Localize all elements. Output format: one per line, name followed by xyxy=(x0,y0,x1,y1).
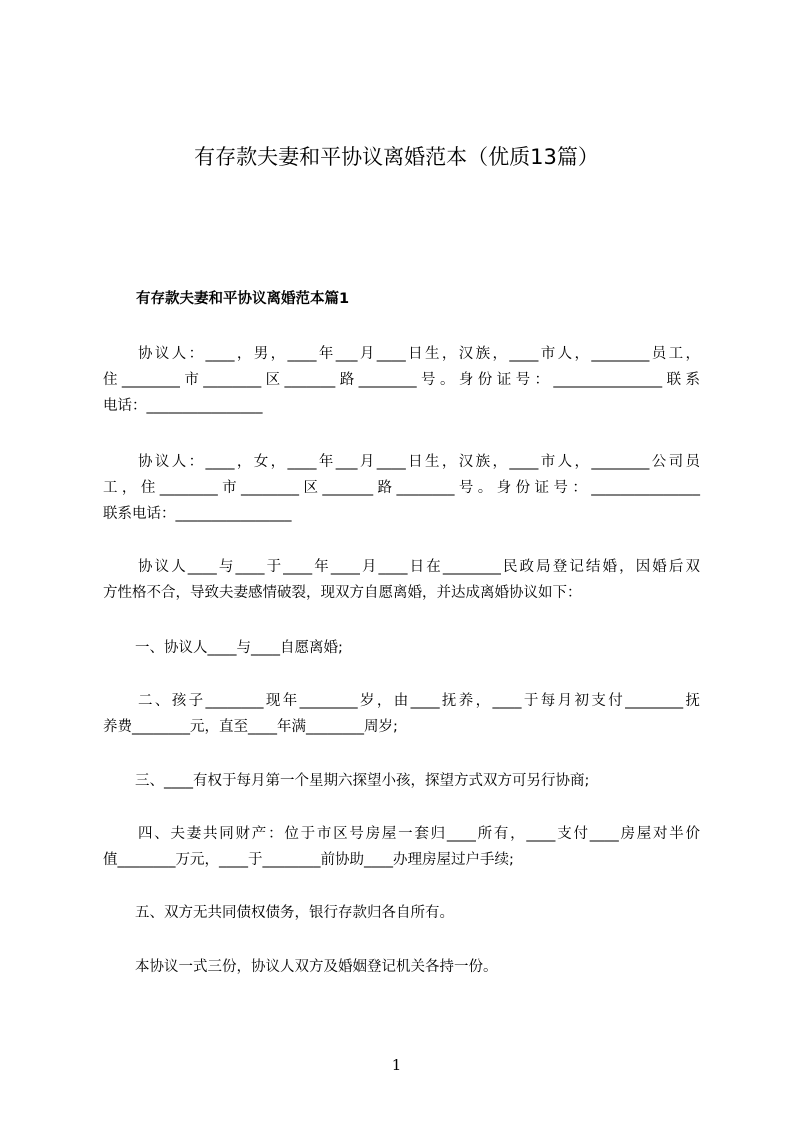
paragraph-line: 五、双方无共同债权债务，银行存款归各自所有。 xyxy=(135,905,454,921)
agreement-item-5 xyxy=(103,900,700,926)
paragraph-line: 协议人：____，男，____年___月____日生，汉族，____市人，________员工， xyxy=(138,346,700,362)
paragraph-line: 本协议一式三份，协议人双方及婚姻登记机关各持一份。 xyxy=(135,959,498,975)
paragraph-line: 二、孩子________现年________岁，由____抚养，____于每月初支付________抚 xyxy=(138,693,700,709)
wife-info-paragraph xyxy=(103,449,700,527)
agreement-item-1 xyxy=(103,635,700,661)
paragraph-line: 四、夫妻共同财产：位于市区号房屋一套归____所有，____支付____房屋对半价 xyxy=(138,826,700,842)
page-number: 1 xyxy=(391,1056,402,1074)
paragraph-line: 协议人：____，女，____年___月____日生，汉族，____市人，________公司员 xyxy=(138,454,700,470)
paragraph-line: 一、协议人____与____自愿离婚; xyxy=(135,640,343,656)
paragraph-line: 联系电话：________________ xyxy=(103,506,292,522)
paragraph-line: 三、____有权于每月第一个星期六探望小孩，探望方式双方可另行协商; xyxy=(135,773,590,789)
agreement-item-2 xyxy=(103,688,700,740)
agreement-item-3 xyxy=(103,768,700,794)
paragraph-line: 住________市________区_______路________号。身份证号：_______________联系 xyxy=(103,372,700,388)
husband-info-paragraph xyxy=(103,341,700,419)
document-title: 有存款夫妻和平协议离婚范本（优质13篇） xyxy=(194,145,599,169)
marriage-paragraph xyxy=(103,554,700,606)
paragraph-line: 电话：________________ xyxy=(103,398,263,414)
paragraph-line: 养费________元，直至____年满________周岁; xyxy=(103,719,398,735)
agreement-item-4 xyxy=(103,821,700,873)
closing-paragraph xyxy=(103,954,700,980)
paragraph-line: 工，住________市________区_______路________号。身份证号：_______________ xyxy=(103,480,700,496)
paragraph-line: 方性格不合，导致夫妻感情破裂，现双方自愿离婚，并达成离婚协议如下： xyxy=(103,585,582,601)
paragraph-line: 值________万元，____于________前协助____办理房屋过户手续; xyxy=(103,852,514,868)
paragraph-line: 协议人____与____于____年____月____日在________民政局登记结婚，因婚后双 xyxy=(138,559,700,575)
section-heading: 有存款夫妻和平协议离婚范本篇1 xyxy=(136,291,350,307)
